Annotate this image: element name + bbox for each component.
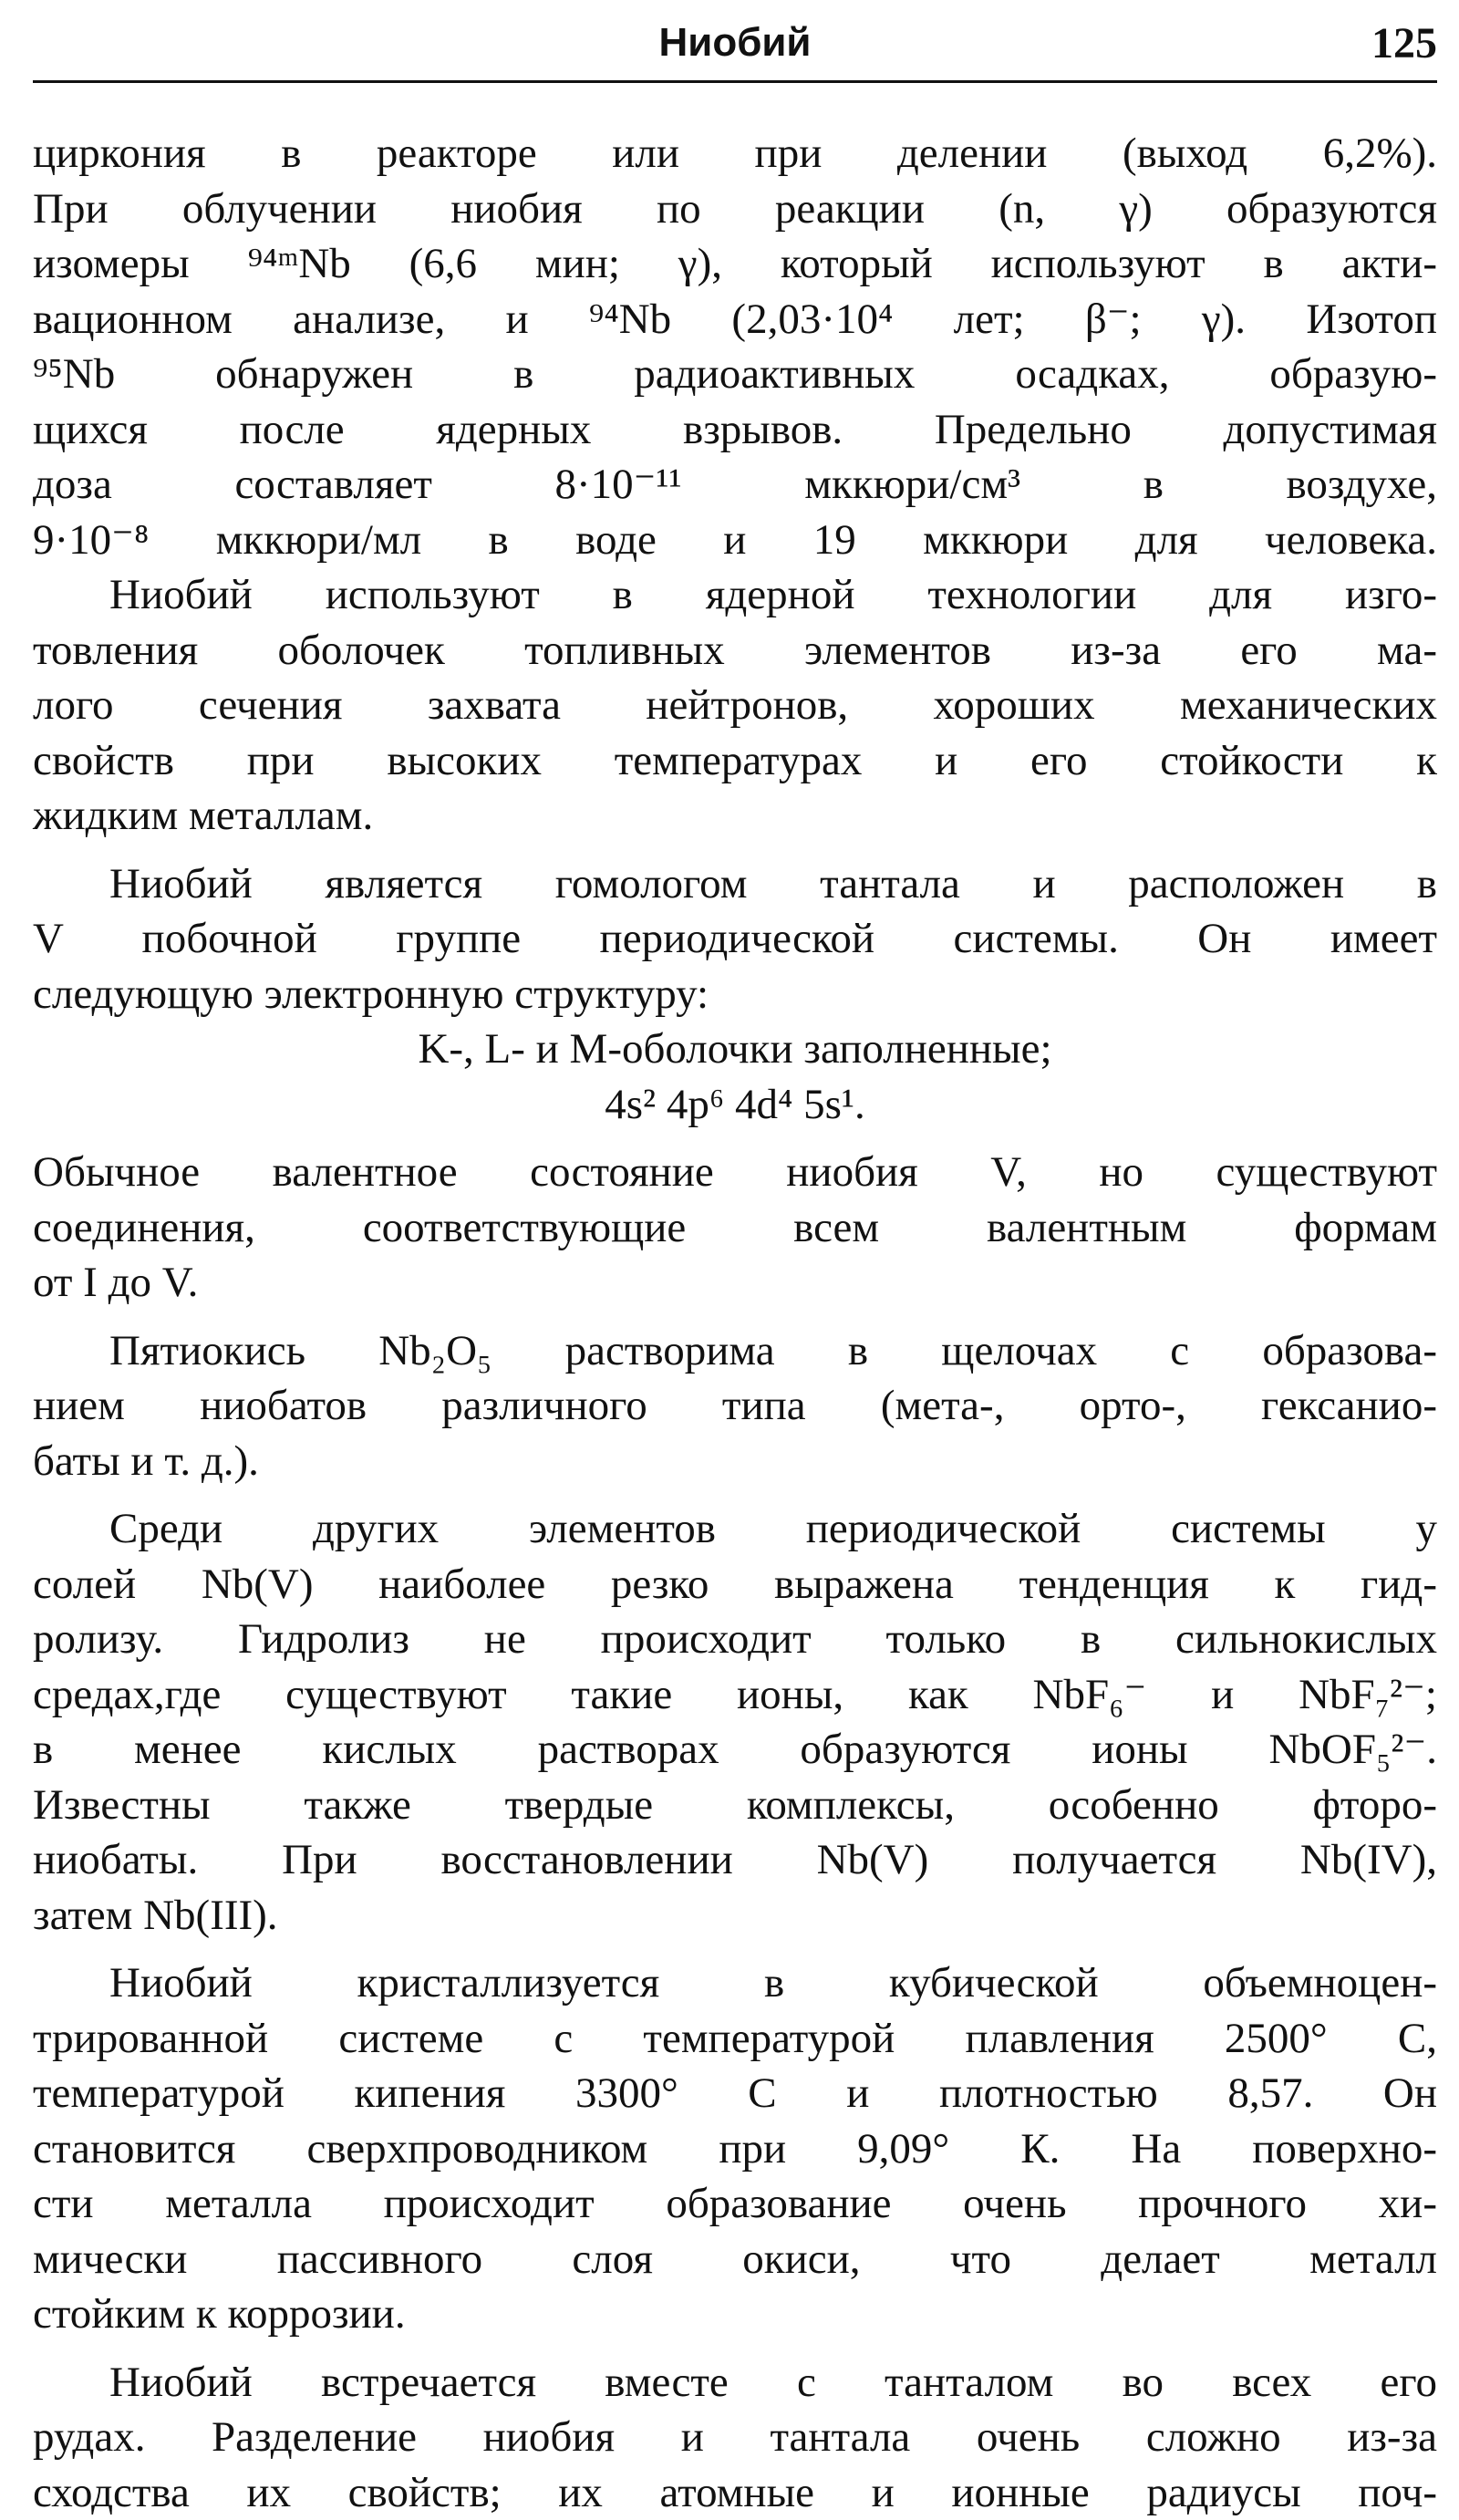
text-line: Ниобий встречается вместе с танталом во всех его	[33, 2355, 1437, 2411]
text-line: вационном анализе, и ⁹⁴Nb (2,03·10⁴ лет; β⁻; γ). Изотоп	[33, 292, 1437, 347]
text-line: от I до V.	[33, 1255, 1437, 1311]
text-line: ⁹⁵Nb обнаружен в радиоактивных осадках, образую-	[33, 347, 1437, 402]
text-line: стойким к коррозии.	[33, 2287, 1437, 2342]
text-line: в менее кислых растворах образуются ионы NbOF₅²⁻.	[33, 1722, 1437, 1778]
text-line: Среди других элементов периодической системы у	[33, 1501, 1437, 1557]
text-line: температурой кипения 3300° С и плотностью 8,57. Он	[33, 2066, 1437, 2121]
text-line: ролизу. Гидролиз не происходит только в сильнокислых	[33, 1612, 1437, 1667]
running-title: Ниобий	[33, 20, 1437, 66]
text-line: затем Nb(III).	[33, 1888, 1437, 1944]
body-text	[33, 126, 1437, 2520]
text-line: баты и т. д.).	[33, 1434, 1437, 1489]
text-line: соединения, соответствующие всем валентным формам	[33, 1200, 1437, 1256]
paragraph-gap	[33, 2342, 1437, 2355]
text-line: свойств при высоких температурах и его стойкости к	[33, 733, 1437, 789]
text-line: следующую электронную структуру:	[33, 967, 1437, 1022]
text-line: лого сечения захвата нейтронов, хороших механических	[33, 678, 1437, 733]
text-line: изомеры ⁹⁴ᵐNb (6,6 мин; γ), который используют в акти-	[33, 236, 1437, 292]
text-line: V побочной группе периодической системы. Он имеет	[33, 911, 1437, 967]
text-line: средах,где существуют такие ионы, как NbF₆⁻ и NbF₇²⁻;	[33, 1667, 1437, 1723]
text-line: При облучении ниобия по реакции (n, γ) образуются	[33, 181, 1437, 237]
text-line: циркония в реакторе или при делении (выход 6,2%).	[33, 126, 1437, 181]
text-line: становится сверхпроводником при 9,09° К. На поверхно-	[33, 2121, 1437, 2177]
paragraph-gap	[33, 844, 1437, 856]
text-line: ниобаты. При восстановлении Nb(V) получается Nb(IV),	[33, 1832, 1437, 1888]
text-line: 9·10⁻⁸ мккюри/мл в воде и 19 мккюри для человека.	[33, 513, 1437, 568]
text-line: Ниобий кристаллизуется в кубической объемноцен-	[33, 1955, 1437, 2011]
paragraph-gap	[33, 1488, 1437, 1501]
text-line: щихся после ядерных взрывов. Предельно допустимая	[33, 402, 1437, 458]
text-line: солей Nb(V) наиболее резко выражена тенденция к гид-	[33, 1557, 1437, 1613]
text-line: Известны также твердые комплексы, особенно фторо-	[33, 1778, 1437, 1833]
text-line: сходства их свойств; их атомные и ионные радиусы поч-	[33, 2465, 1437, 2520]
text-line: Ниобий является гомологом тантала и расположен в	[33, 856, 1437, 912]
text-line: мически пассивного слоя окиси, что делает металл	[33, 2232, 1437, 2287]
text-line: доза составляет 8·10⁻¹¹ мккюри/см³ в воздухе,	[33, 457, 1437, 513]
page-number: 125	[1371, 18, 1437, 68]
text-line: нием ниобатов различного типа (мета-, орто-, гексанио-	[33, 1378, 1437, 1434]
paragraph-gap	[33, 1943, 1437, 1955]
text-line: Пятиокись Nb₂O₅ растворима в щелочах с образова-	[33, 1323, 1437, 1379]
running-header	[33, 13, 1437, 77]
paragraph-gap	[33, 1132, 1437, 1145]
text-line: 4s² 4p⁶ 4d⁴ 5s¹.	[33, 1077, 1437, 1133]
text-line: рудах. Разделение ниобия и тантала очень сложно из-за	[33, 2410, 1437, 2465]
paragraph-gap	[33, 1311, 1437, 1323]
text-line: трированной системе с температурой плавления 2500° С,	[33, 2011, 1437, 2067]
header-rule	[33, 80, 1437, 83]
text-line: Ниобий используют в ядерной технологии для изго-	[33, 567, 1437, 623]
text-line: K-, L- и M-оболочки заполненные;	[33, 1021, 1437, 1077]
text-line: сти металла происходит образование очень прочного хи-	[33, 2176, 1437, 2232]
text-line: товления оболочек топливных элементов из-за его ма-	[33, 623, 1437, 679]
text-line: жидким металлам.	[33, 788, 1437, 844]
text-line: Обычное валентное состояние ниобия V, но существуют	[33, 1145, 1437, 1200]
